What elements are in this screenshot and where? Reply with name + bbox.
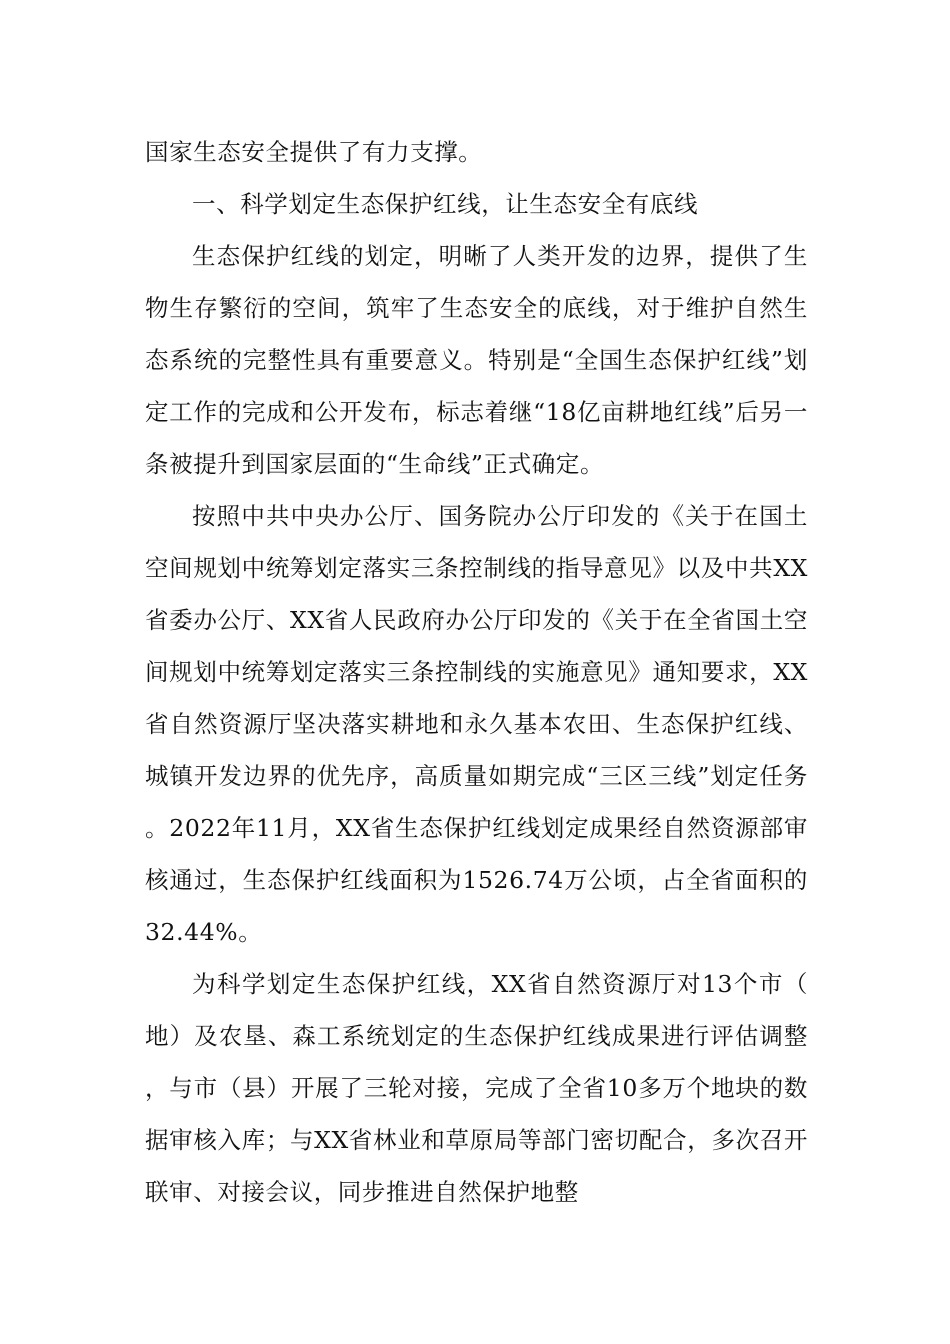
paragraph-line: 保护红线”划定工作的完成和公开发布，标志着继“18亿 (145, 346, 808, 426)
document-body (145, 126, 808, 1218)
paragraph-line: 农田、生态保护红线、城镇开发边界的优先序，高质量如 (145, 710, 809, 790)
paragraph-line: 态保护红线划定成果经自然资源部审核通过，生态保护红 (145, 814, 808, 894)
paragraph-line: 生物生存繁衍的空间，筑牢了生态安全的底线，对于维护 (145, 242, 808, 322)
paragraph-line: （地）及农垦、森工系统划定的生态保护红线成果进行评 (145, 970, 808, 1050)
paragraph-line: 期完成“三区三线”划定任务。2022年11月，XX省生 (145, 762, 809, 842)
paragraph (145, 230, 808, 490)
paragraph (145, 490, 808, 958)
paragraph-text: 国家生态安全提供了有力支撑。 (145, 138, 483, 166)
paragraph (145, 958, 808, 1218)
heading-text: 一、科学划定生态保护红线，让生态安全有底线 (192, 190, 699, 218)
paragraph-line: 在全省国土空间规划中统筹划定落实三条控制线的实施意 (145, 606, 808, 686)
paragraph-line: 自然生态系统的完整性具有重要意义。特别是“全国生态 (145, 294, 808, 374)
paragraph-line: 亩耕地红线”后另一条被提升到国家层面的“生命线”正 (145, 398, 808, 478)
paragraph-line: 中共XX省委办公厅、XX省人民政府办公厅印发的《关于 (145, 554, 808, 634)
paragraph-line: 土空间规划中统筹划定落实三条控制线的指导意见》以及 (145, 502, 808, 582)
paragraph-line: 见》通知要求，XX省自然资源厅坚决落实耕地和永久基本 (145, 658, 808, 738)
paragraph-line: 个地块的数据审核入库；与XX省林业和草原局等部门密切 (145, 1074, 809, 1154)
paragraph-continuation (145, 126, 808, 178)
paragraph-line: 配合，多次召开联审、对接会议，同步推进自然保护地整 (145, 1126, 809, 1206)
paragraph-line: 生态保护红线的划定，明晰了人类开发的边界，提供了 (192, 242, 784, 270)
paragraph-line: 线面积为1526.74万公顷，占全省面积的32.44%。 (145, 866, 808, 946)
paragraph-line: 按照中共中央办公厅、国务院办公厅印发的《关于在国 (192, 502, 784, 530)
paragraph-line: 为科学划定生态保护红线，XX省自然资源厅对13个市 (192, 970, 784, 998)
paragraph-line: 式确定。 (507, 450, 605, 478)
section-heading (145, 178, 808, 230)
paragraph-line: 估调整，与市（县）开展了三轮对接，完成了全省10多万 (145, 1022, 808, 1102)
